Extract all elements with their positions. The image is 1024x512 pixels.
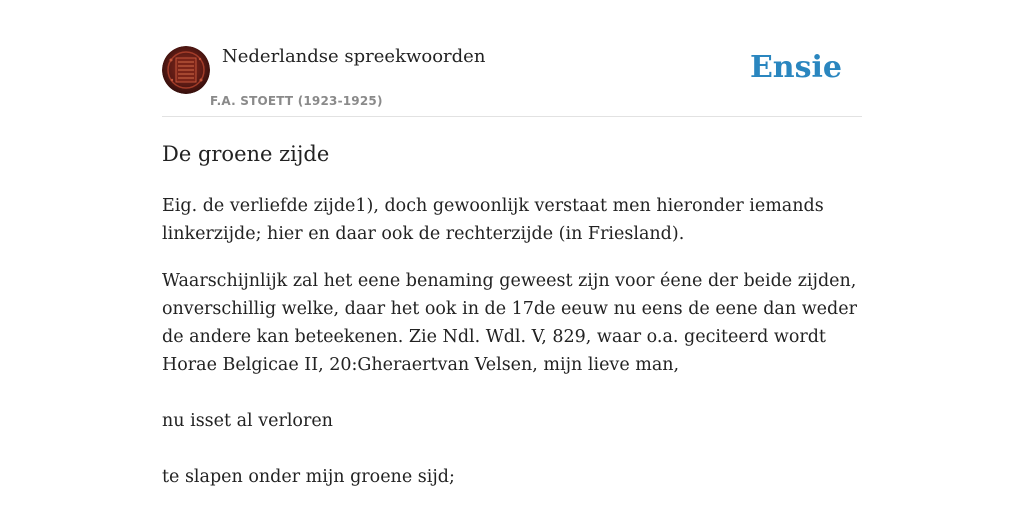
paragraph: Waarschijnlijk zal het eene benaming geweest zijn voor éene der beide zijden, onverschillig welke, daar het ook in de 17de eeuw nu eens de eene dan weder de andere kan beteekenen. Zie Ndl. Wdl. V, 829, waar o.a. geciteerd wordt Horae Belgicae II, 20:Gheraertvan Velsen, mijn lieve man, (162, 271, 857, 375)
ensie-logo-link[interactable]: Ensie (749, 50, 842, 85)
book-author: F.A. STOETT (1923-1925) (210, 94, 383, 108)
book-seal-icon[interactable] (162, 46, 210, 94)
article (162, 138, 862, 510)
paragraph: te slapen onder mijn groene sijd; (162, 467, 455, 487)
header (162, 40, 862, 117)
paragraph: Eig. de verliefde zijde1), doch gewoonlijk verstaat men hieronder iemands linkerzijde; hier en daar ook de rechterzijde (in Friesland). (162, 196, 824, 244)
paragraph: nu isset al verloren (162, 411, 333, 431)
book-title[interactable]: Nederlandse spreekwoorden (222, 46, 486, 67)
article-title: De groene zijde (162, 142, 330, 166)
